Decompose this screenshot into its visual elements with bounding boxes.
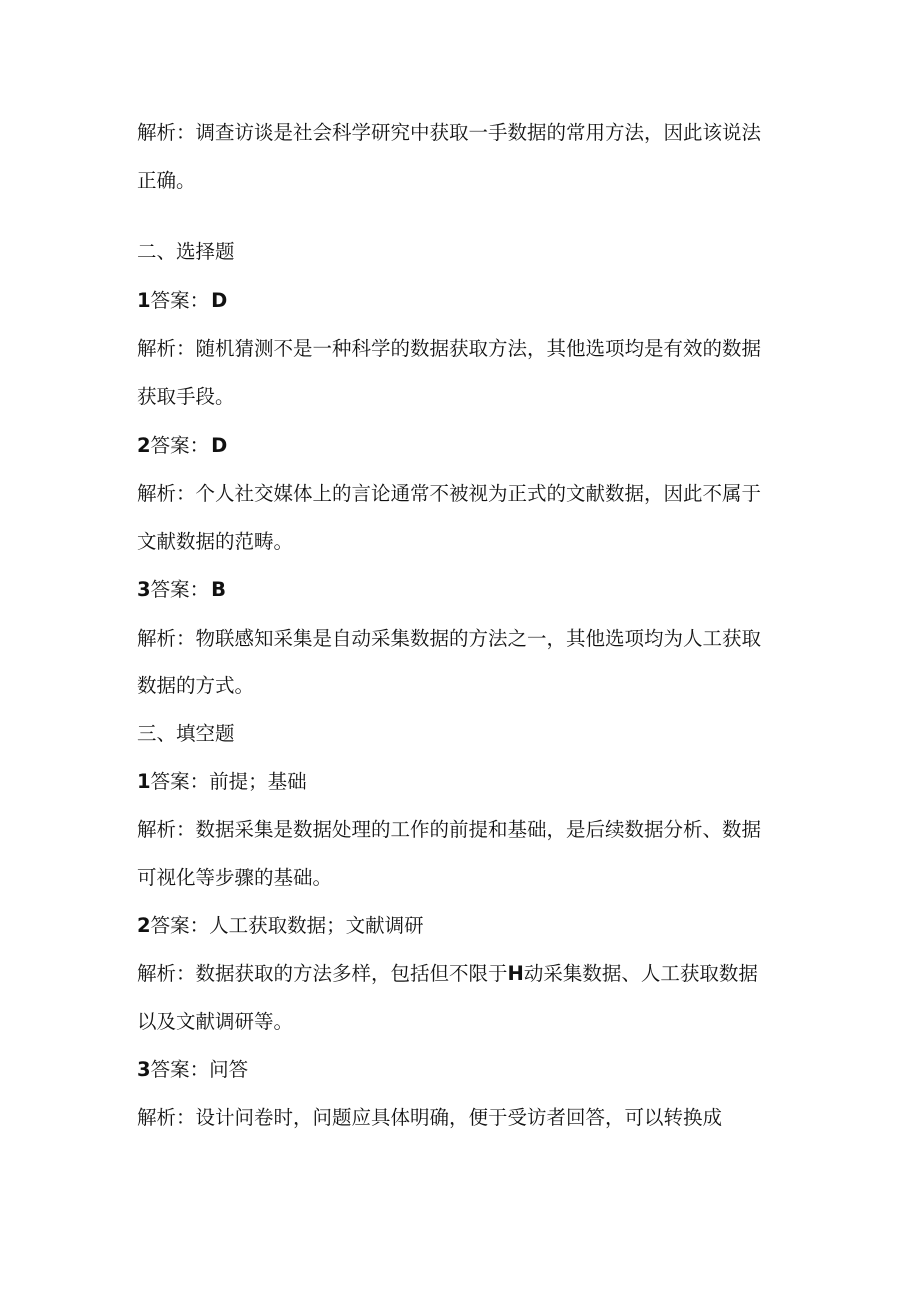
explanation-line: 获取手段。 (137, 385, 235, 408)
explanation-text: 解析：数据获取的方法多样，包括但不限于 (137, 962, 508, 985)
answer-value: D (211, 434, 228, 457)
question-number: 1 (137, 289, 151, 312)
explanation-text: 动采集数据、人工获取数据 (523, 962, 758, 985)
explanation-text: H (507, 962, 524, 985)
answer-line (137, 434, 787, 458)
explanation-line: 解析：个人社交媒体上的言论通常不被视为正式的文献数据，因此不属于 (137, 482, 762, 505)
explanation-line: 解析：调查访谈是社会科学研究中获取一手数据的常用方法，因此该说法 (137, 121, 762, 144)
explanation-line: 解析：数据采集是数据处理的工作的前提和基础，是后续数据分析、数据 (137, 818, 762, 841)
answer-line (137, 1058, 787, 1082)
question-number: 2 (137, 434, 151, 457)
explanation-line: 解析：设计问卷时，问题应具体明确，便于受访者回答，可以转换成 (137, 1106, 723, 1129)
explanation-line: 解析：随机猜测不是一种科学的数据获取方法，其他选项均是有效的数据 (137, 337, 762, 360)
explanation-line: 解析：物联感知采集是自动采集数据的方法之一，其他选项均为人工获取 (137, 627, 762, 650)
answer-label: 答案：问答 (150, 1058, 249, 1081)
answer-value: B (211, 578, 226, 601)
answer-value: D (211, 289, 228, 312)
explanation-line (137, 962, 787, 986)
answer-label: 答案： (150, 434, 210, 457)
explanation-line: 正确。 (137, 169, 196, 192)
answer-label: 答案：人工获取数据；文献调研 (150, 914, 424, 937)
question-number: 1 (137, 770, 151, 793)
answer-line (137, 770, 787, 794)
answer-line (137, 578, 787, 602)
answer-label: 答案： (150, 578, 210, 601)
answer-line (137, 914, 787, 938)
question-number: 3 (137, 1058, 151, 1081)
question-number: 2 (137, 914, 151, 937)
explanation-line: 数据的方式。 (137, 674, 255, 697)
answer-label: 答案：前提；基础 (150, 770, 307, 793)
explanation-line: 可视化等步骤的基础。 (137, 866, 333, 889)
explanation-line: 以及文献调研等。 (137, 1010, 294, 1033)
section-heading-choice: 二、选择题 (137, 240, 235, 263)
explanation-line: 文献数据的范畴。 (137, 530, 294, 553)
answer-label: 答案： (150, 289, 210, 312)
question-number: 3 (137, 578, 151, 601)
section-heading-fill: 三、填空题 (137, 722, 235, 745)
answer-line (137, 289, 787, 313)
